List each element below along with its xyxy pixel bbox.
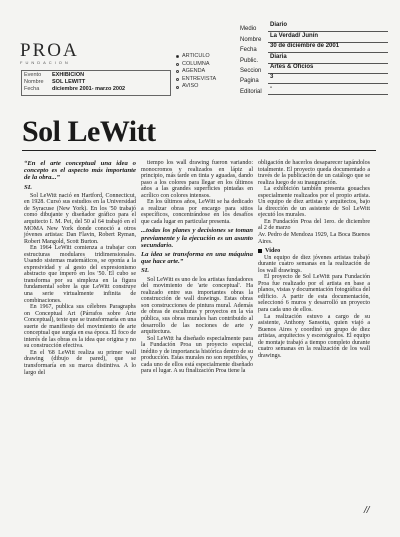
paragraph: La exhibición también presenta gouaches especialmente realizados por el propio artista. Un equipo de diez artistas y arquitectos, bajo la dirección de un asistente de Sol LeWitt ejecutó los murales. — [258, 186, 370, 219]
type-option-entrevista[interactable] — [176, 76, 216, 84]
type-option-label: AGENDA — [182, 68, 206, 75]
article-column-2 — [141, 160, 253, 375]
pull-quote: ...todas los planes y decisiones se toman previamente y la ejecución es un asunto secundario. — [141, 227, 253, 249]
paragraph: El proyecto de Sol LeWitt para Fundación Proa fue realizado por el artista en base a planos, vistas y documentación fotográfica del edificio. A partir de esta documentación, seleccionó 6 muros y desarrolló un proyecto para cada uno de ellos. — [258, 274, 370, 314]
square-bullet-icon — [258, 249, 262, 253]
type-option-articulo[interactable] — [176, 53, 216, 61]
meta-key: Fecha — [240, 47, 257, 54]
paragraph: En 1964 LeWitt comienza a trabajar con estructuras modulares tridimensionales. Usando sistemas matemáticos, se oponía a la expresividad y al gesto del expresionismo abstracto que imperó en los '50. El cubo se transforma por su simpleza en la figura fundamental sobre la que LeWitt construye una serie virtualmente infinita de combinaciones. — [24, 245, 136, 304]
paragraph: Sol LeWitt es uno de los artistas fundadores del movimiento de 'arte conceptual'. Ha realizado entre sus importantes obras la construcción de wall drawings. Estas obras son construcciones de pintura mural. Además de obras de esculturas y proyectos en la vía pública, sus obras murales han contribuido al desarrollo de las nociones de arte y arquitectura. — [141, 276, 253, 336]
radio-icon — [176, 55, 179, 58]
meta-value: Diario — [268, 22, 388, 32]
article-column-3 — [258, 160, 370, 359]
clip-key: Fecha — [24, 86, 40, 92]
paragraph: Sol LeWitt nació en Hartford, Connecticut, en 1928. Cursó sus estudios en la Universidad de Syracuse (New York). En los '50 trabajó como dibujante y diseñador gráfico para el arquitecto I. M. Pei, del 50 al 64 trabajó en el MOMA New York donde conoció a otros jóvenes artistas: Dan Flavin, Robert Ryman, Robert Mangold, Scott Burton. — [24, 192, 136, 245]
meta-key: Editorial — [240, 88, 262, 95]
proa-logo — [20, 40, 79, 65]
meta-value: La Verdad/ Junín — [268, 33, 388, 43]
paragraph: En 1967, publica sus célebres Paragraphs on Conceptual Art (Párrafos sobre Arte Conceptual), texte que se transformaría en una suerte de manifiesto del movimiento de arte conceptual que surgía en esa época. El foco de interés de las obras es la idea que origina y no su construcción efectiva. — [24, 304, 136, 350]
logo-subtitle: FUNDACION — [20, 60, 71, 65]
meta-value: 3 — [268, 74, 388, 84]
meta-key: Public. — [240, 57, 259, 64]
meta-value: 30 de diciembre de 2001 — [268, 43, 388, 53]
meta-row — [240, 32, 388, 42]
type-option-aviso[interactable] — [176, 83, 216, 91]
page-mark: // — [364, 505, 370, 516]
paragraph: Un equipo de diez jóvenes artistas trabajó durante cuatro semanas en la realización de los wall drawings. — [258, 254, 370, 274]
meta-row — [240, 74, 388, 84]
clip-row-name — [24, 79, 168, 86]
clip-key: Evento — [24, 72, 42, 78]
meta-key: Pagina — [240, 78, 259, 85]
radio-icon — [176, 86, 179, 89]
radio-icon — [176, 78, 179, 81]
paragraph: En Fundación Proa del 1ero. de diciembre al 2 de marzo — [258, 218, 370, 232]
pull-quote: La idea se transforma en una máquina que hace arte.” — [141, 251, 253, 266]
paragraph: En los últimos años, LeWitt se ha dedicado a realizar obras por encargo para sitios específicos, concentrándose en los desafíos que cada lugar en particular presenta. — [141, 199, 253, 225]
radio-icon — [176, 70, 179, 73]
paragraph: En el '68 LeWitt realiza su primer wall drawing (dibujo de pared), que se transformaría en su marca distintiva. A lo largo del — [24, 349, 136, 376]
type-option-label: COLUMNA — [182, 60, 210, 67]
type-option-agenda[interactable] — [176, 68, 216, 76]
clip-key: Nombre — [24, 79, 44, 85]
meta-value: Diaria — [268, 54, 388, 64]
article-type-list — [176, 53, 216, 91]
meta-key: Seccion — [240, 67, 262, 74]
clip-value: diciembre 2001- marzo 2002 — [52, 86, 126, 92]
meta-key: Medio — [240, 26, 257, 33]
paragraph: Sol LeWitt ha diseñado especialmente para la Fundación Proa un proyecto especial, inédito y de importancia histórica dentro de su producción. Estas murales no son repetibles, y cada uno de ellos está especialmente diseñado para el lugar. A su finalización Proa tiene la — [141, 335, 253, 375]
meta-row — [240, 22, 388, 32]
clip-value: SOL LEWITT — [52, 79, 86, 85]
paragraph: La realización estuvo a cargo de su asistente, Anthony Sansotta, quien viajó a Buenos Aires y coordinó un grupo de diez artistas, arquitectos y escenógrafos. El equipo de montaje trabajó a tiempo completo durante cuatro semanas en la realización de los wall drawings. — [258, 313, 370, 359]
publication-meta-table — [240, 22, 388, 95]
pull-quote: “En el arte conceptual una idea o concepto es el aspecto más importante de la obra...” — [24, 160, 136, 182]
article-column-1 — [24, 160, 136, 376]
quote-signature: SL — [24, 183, 32, 191]
article-title: Sol LeWitt — [22, 115, 156, 148]
type-option-label: ARTICULO — [182, 53, 210, 59]
meta-row — [240, 84, 388, 94]
paragraph: obligación de hacerlos desaparecer tapándolos totalmente. El proyecto queda documentado a través de la publicación de un catálogo que se realiza luego de su inauguración. — [258, 160, 370, 186]
meta-key: Nombre — [240, 36, 262, 43]
type-option-columna[interactable] — [176, 61, 216, 69]
logo-name: PROA — [20, 40, 79, 61]
meta-row — [240, 43, 388, 53]
radio-icon — [176, 63, 179, 66]
meta-value: Artes & Oficios — [268, 64, 388, 74]
clip-row-event — [24, 72, 168, 79]
subheading-text: Video — [265, 247, 281, 255]
type-option-label: AVISO — [182, 83, 199, 90]
clip-row-date — [24, 86, 168, 93]
quote-signature: SL — [141, 267, 149, 275]
meta-value: - — [268, 85, 388, 95]
clipping-info-box — [21, 70, 171, 96]
paragraph: Av. Pedro de Mendoza 1929, La Boca Buenos Aires. — [258, 232, 370, 245]
clip-value: EXHIBICION — [52, 72, 85, 78]
meta-row — [240, 53, 388, 63]
type-option-label: ENTREVISTA — [182, 75, 217, 82]
meta-row — [240, 64, 388, 74]
paragraph: tiempo los wall drawing fueron variando: monocromos y realizados en lápiz al principio, más tarde en tinta y aguadas, dando paso a los colores para llegar en los últimos años a las grandes superficies pintadas en acrílico con colores intensos. — [141, 160, 253, 199]
title-rule — [22, 150, 376, 151]
